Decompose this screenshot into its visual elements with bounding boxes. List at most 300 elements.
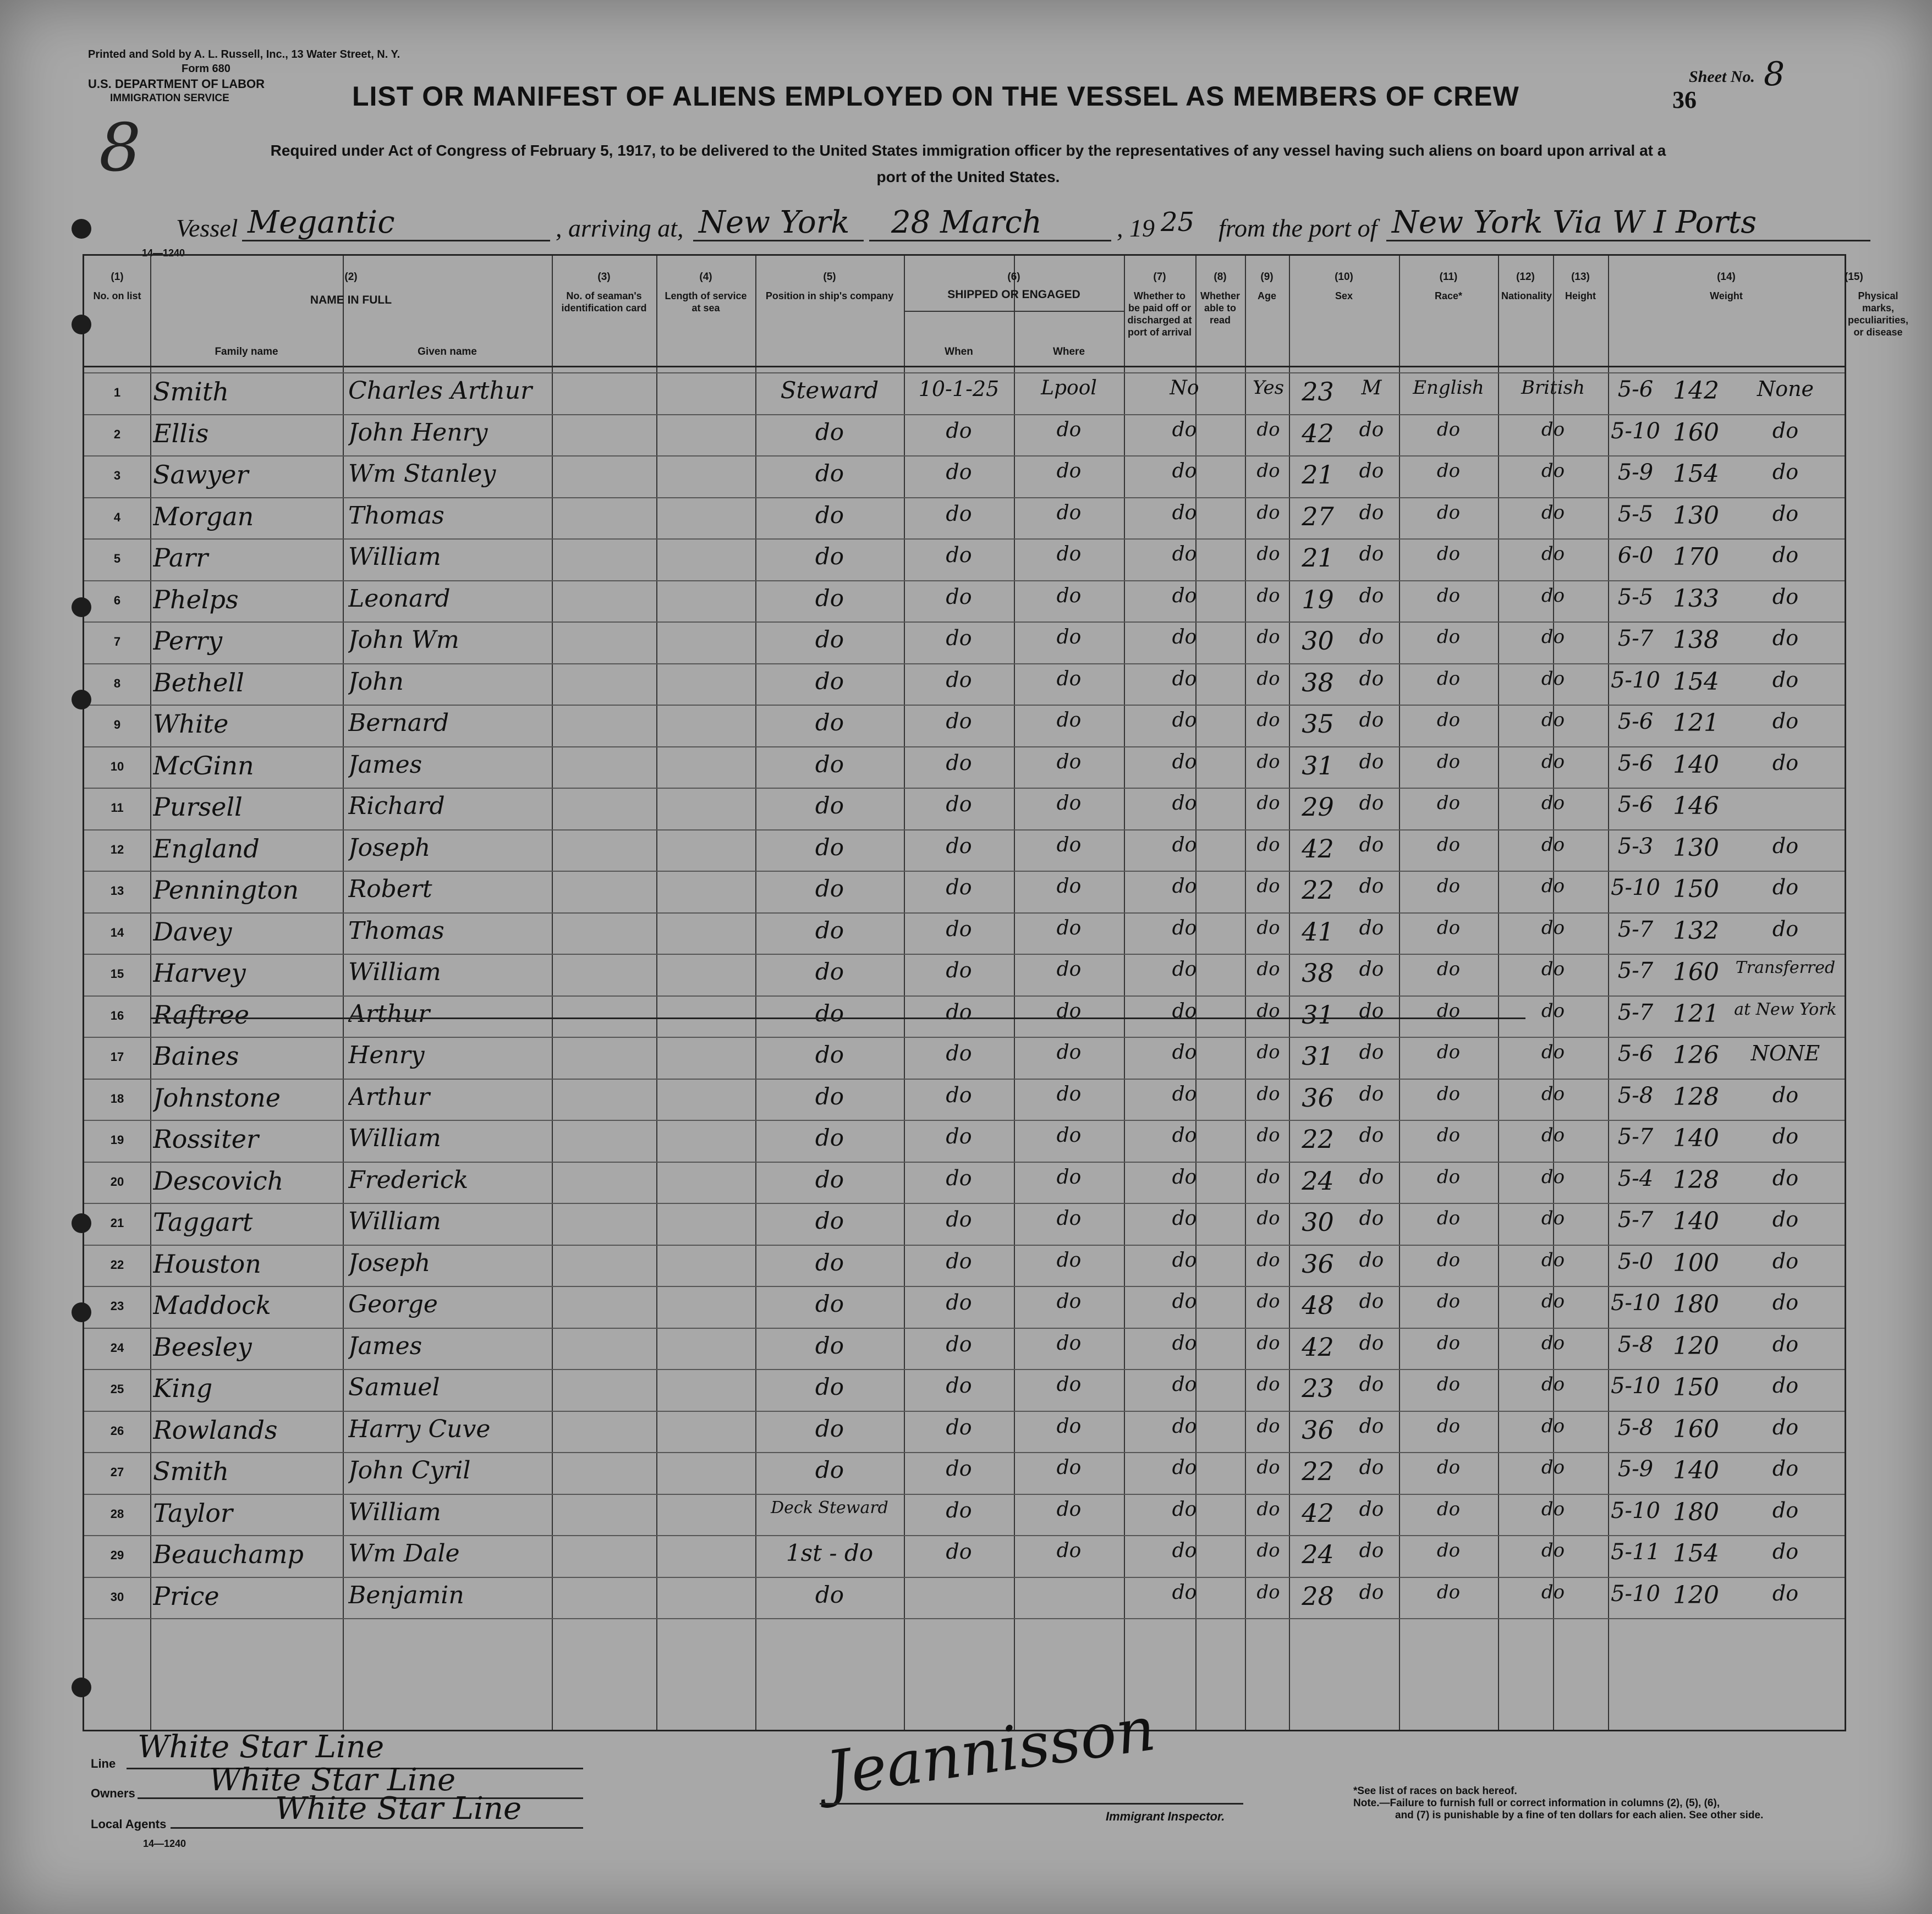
cell-given: Frederick xyxy=(348,1165,469,1194)
cell-when: do xyxy=(946,543,972,567)
footnote-penalty-2: and (7) is punishable by a fine of ten dollars for each alien. See other side. xyxy=(1395,1810,1764,1821)
cell-weight: 138 xyxy=(1673,626,1719,654)
cell-read: do xyxy=(1256,958,1280,980)
cell-paid: do xyxy=(1172,460,1197,482)
cell-paid: do xyxy=(1172,1207,1197,1230)
sheet-number-value: 8 xyxy=(1764,55,1785,94)
cell-height: 5-4 xyxy=(1617,1165,1654,1191)
cell-height: 5-10 xyxy=(1611,1581,1660,1607)
cell-race: do xyxy=(1436,584,1461,607)
cell-where: do xyxy=(1056,1373,1082,1396)
cell-height: 5-10 xyxy=(1611,418,1660,444)
column-divider xyxy=(755,256,756,1730)
cell-nat: do xyxy=(1541,626,1565,648)
inspector-label: Immigrant Inspector. xyxy=(1106,1810,1225,1823)
row-number: 12 xyxy=(110,842,124,856)
column-label: Race* xyxy=(1434,290,1463,301)
arriving-label: , arriving at, xyxy=(556,214,684,242)
departure-port: New York Via W I Ports xyxy=(1392,205,1757,240)
column-number: (4) xyxy=(699,271,712,283)
cell-sex: do xyxy=(1359,792,1384,815)
cell-sex: do xyxy=(1359,750,1384,773)
row-line xyxy=(84,1369,1845,1370)
cell-when: do xyxy=(946,1373,972,1398)
cell-position: do xyxy=(815,1456,844,1483)
cell-given: Henry xyxy=(348,1041,425,1069)
cell-position: do xyxy=(815,1207,844,1234)
cell-height: 5-3 xyxy=(1617,833,1654,859)
cell-age: 21 xyxy=(1302,460,1334,490)
cell-family: Taylor xyxy=(153,1498,233,1528)
cell-age: 31 xyxy=(1302,1041,1334,1071)
cell-marks: do xyxy=(1772,1498,1799,1522)
cell-where: do xyxy=(1056,460,1082,482)
cell-sex: do xyxy=(1359,999,1384,1022)
column-label: Length of service at sea xyxy=(665,290,747,314)
row-number: 28 xyxy=(110,1506,124,1521)
row-number: 24 xyxy=(110,1340,124,1355)
cell-where: do xyxy=(1056,584,1082,607)
cell-weight: 128 xyxy=(1673,1165,1719,1194)
cell-paid: do xyxy=(1172,1082,1197,1106)
row-number: 23 xyxy=(110,1299,124,1313)
column-number: (13) xyxy=(1571,271,1590,283)
cell-age: 42 xyxy=(1302,418,1334,448)
vessel-underline xyxy=(242,240,550,241)
binder-hole xyxy=(72,597,91,617)
cell-sex: do xyxy=(1359,875,1384,898)
year-prefix: , 19 xyxy=(1117,214,1155,242)
cell-age: 23 xyxy=(1302,1373,1334,1403)
cell-where: do xyxy=(1056,958,1082,981)
row-line xyxy=(84,1037,1845,1038)
cell-position: do xyxy=(815,543,844,570)
cell-read: do xyxy=(1256,1248,1280,1271)
cell-when: do xyxy=(946,1124,972,1148)
binder-hole xyxy=(72,1678,91,1697)
cell-weight: 121 xyxy=(1673,709,1719,737)
cell-nat: do xyxy=(1541,1332,1565,1354)
column-divider xyxy=(150,256,151,1730)
serial-number: 36 xyxy=(1672,86,1697,113)
cell-nat: do xyxy=(1541,916,1565,939)
cell-age: 38 xyxy=(1302,667,1334,697)
cell-family: Ellis xyxy=(153,418,209,448)
row-number: 13 xyxy=(110,884,124,898)
cell-where: Lpool xyxy=(1041,377,1097,399)
cell-age: 41 xyxy=(1302,916,1334,947)
cell-family: Pursell xyxy=(153,792,243,822)
form-number: Form 680 xyxy=(182,63,230,75)
row-line xyxy=(84,622,1845,623)
cell-read: do xyxy=(1256,460,1280,482)
cell-sex: do xyxy=(1359,1539,1384,1562)
cell-race: do xyxy=(1436,543,1461,565)
cell-sex: do xyxy=(1359,1456,1384,1479)
row-number: 19 xyxy=(110,1133,124,1147)
binder-hole xyxy=(72,1302,91,1322)
cell-height: 5-11 xyxy=(1611,1539,1660,1565)
cell-paid: do xyxy=(1172,584,1197,607)
cell-read: do xyxy=(1256,626,1280,648)
cell-marks: do xyxy=(1772,1415,1799,1439)
cell-paid: do xyxy=(1172,1041,1197,1064)
cell-height: 5-8 xyxy=(1617,1415,1654,1440)
cell-family: Beauchamp xyxy=(153,1539,304,1569)
agents-underline xyxy=(171,1827,583,1829)
column-number: (10) xyxy=(1335,271,1353,283)
cell-nat: do xyxy=(1541,1207,1565,1229)
cell-sex: do xyxy=(1359,1373,1384,1396)
row-number: 22 xyxy=(110,1257,124,1272)
cell-race: do xyxy=(1436,667,1461,690)
cell-where: do xyxy=(1056,916,1082,939)
cell-family: Price xyxy=(153,1581,219,1611)
cell-position: do xyxy=(815,1415,844,1442)
cell-sex: do xyxy=(1359,1041,1384,1064)
cell-given: William xyxy=(348,1498,441,1526)
cell-where: do xyxy=(1056,1290,1082,1313)
column-label: Age xyxy=(1257,290,1276,301)
cell-nat: do xyxy=(1541,875,1565,897)
subtitle-line-1: Required under Act of Congress of February 5, 1917, to be delivered to the United States immigration officer by the representatives of any vessel having such aliens on board upon arrival at a xyxy=(270,142,1666,159)
cell-read: do xyxy=(1256,584,1280,607)
cell-read: do xyxy=(1256,1373,1280,1395)
cell-age: 22 xyxy=(1302,1124,1334,1154)
subtitle xyxy=(154,138,1782,190)
cell-given: Thomas xyxy=(348,916,444,945)
cell-paid: do xyxy=(1172,875,1197,898)
row-line xyxy=(84,1618,1845,1619)
column-number: (15) xyxy=(1845,271,1863,283)
cell-position: do xyxy=(815,999,844,1027)
cell-paid: do xyxy=(1172,1373,1197,1396)
row-number: 9 xyxy=(113,718,121,732)
cell-age: 30 xyxy=(1302,626,1334,656)
cell-height: 5-6 xyxy=(1617,792,1654,817)
row-line xyxy=(84,1494,1845,1495)
cell-race: do xyxy=(1436,1082,1461,1105)
cell-height: 5-10 xyxy=(1611,667,1660,693)
cell-given: John xyxy=(348,667,404,696)
cell-family: Maddock xyxy=(153,1290,271,1320)
page-title: LIST OR MANIFEST OF ALIENS EMPLOYED ON THE VESSEL AS MEMBERS OF CREW xyxy=(352,81,1519,112)
cell-family: Houston xyxy=(153,1248,261,1279)
binder-hole xyxy=(72,219,91,239)
cell-marks: do xyxy=(1772,1207,1799,1231)
row-line xyxy=(84,746,1845,747)
row-number: 7 xyxy=(113,635,121,648)
column-number: (11) xyxy=(1439,271,1458,283)
cell-age: 36 xyxy=(1302,1415,1334,1445)
row-line xyxy=(84,497,1845,498)
cell-weight: 170 xyxy=(1673,543,1719,571)
column-label: Whether able to read xyxy=(1200,290,1240,326)
cell-given: Arthur xyxy=(348,1082,430,1111)
owners-label: Owners xyxy=(91,1786,135,1800)
cell-weight: 150 xyxy=(1673,1373,1719,1401)
row-line xyxy=(84,996,1845,997)
cell-weight: 160 xyxy=(1673,418,1719,447)
sheet-number-label: Sheet No. xyxy=(1689,68,1755,86)
cell-height: 5-10 xyxy=(1611,1290,1660,1316)
cell-where: do xyxy=(1056,1041,1082,1064)
cell-where: do xyxy=(1056,1415,1082,1438)
cell-nat: do xyxy=(1541,1082,1565,1105)
port-underline xyxy=(693,240,864,241)
row-line xyxy=(84,788,1845,789)
cell-nat: do xyxy=(1541,792,1565,814)
cell-marks: do xyxy=(1772,1539,1799,1564)
cell-nat: do xyxy=(1541,1248,1565,1271)
cell-where: do xyxy=(1056,1248,1082,1272)
cell-family: Davey xyxy=(153,916,232,947)
where-subheader: Where xyxy=(1052,346,1085,358)
cell-height: 5-7 xyxy=(1617,626,1654,651)
inspector-underline xyxy=(820,1803,1243,1805)
cell-sex: do xyxy=(1359,1248,1384,1272)
cell-nat: do xyxy=(1541,501,1565,524)
row-number: 27 xyxy=(110,1465,124,1479)
cell-position: do xyxy=(815,1332,844,1359)
column-label: Position in ship's company xyxy=(765,290,894,301)
cell-where: do xyxy=(1056,1165,1082,1189)
when-subheader: When xyxy=(945,346,973,358)
cell-read: do xyxy=(1256,1539,1280,1561)
cell-read: do xyxy=(1256,543,1280,565)
cell-paid: do xyxy=(1172,833,1197,856)
cell-given: William xyxy=(348,1124,441,1152)
cell-race: do xyxy=(1436,833,1461,856)
cell-sex: do xyxy=(1359,1165,1384,1189)
cell-position: do xyxy=(815,418,844,446)
cell-given: Joseph xyxy=(348,833,431,862)
cell-marks: do xyxy=(1772,626,1799,650)
cell-height: 5-7 xyxy=(1617,958,1654,983)
cell-paid: do xyxy=(1172,958,1197,981)
cell-where: do xyxy=(1056,667,1082,690)
cell-given: James xyxy=(348,750,422,779)
cell-weight: 121 xyxy=(1673,999,1719,1028)
cell-read: Yes xyxy=(1252,377,1285,399)
row-number: 11 xyxy=(111,801,124,815)
arrival-date: 28 March xyxy=(891,205,1042,240)
cell-race: do xyxy=(1436,1290,1461,1312)
cell-where: do xyxy=(1056,709,1082,732)
cell-nat: do xyxy=(1541,999,1565,1022)
cell-nat: do xyxy=(1541,543,1565,565)
from-label: from the port of xyxy=(1219,214,1377,242)
cell-sex: do xyxy=(1359,584,1384,607)
cell-paid: do xyxy=(1172,750,1197,773)
cell-position: do xyxy=(815,1290,844,1317)
cell-nat: do xyxy=(1541,1415,1565,1437)
cell-family: Pennington xyxy=(153,875,299,905)
row-line xyxy=(84,1577,1845,1578)
cell-weight: 180 xyxy=(1673,1498,1719,1526)
row-line xyxy=(84,705,1845,706)
cell-position: do xyxy=(815,626,844,653)
cell-position: do xyxy=(815,584,844,612)
header-divider xyxy=(84,366,1845,367)
cell-weight: 154 xyxy=(1673,460,1719,488)
cell-given: Thomas xyxy=(348,501,444,530)
cell-marks: do xyxy=(1772,916,1799,941)
cell-weight: 133 xyxy=(1673,584,1719,613)
cell-sex: do xyxy=(1359,709,1384,732)
cell-position: do xyxy=(815,916,844,944)
cell-weight: 146 xyxy=(1673,792,1719,820)
cell-marks: at New York xyxy=(1734,999,1837,1019)
cell-read: do xyxy=(1256,916,1280,939)
cell-age: 23 xyxy=(1302,377,1334,406)
cell-given: John Henry xyxy=(348,418,488,447)
cell-age: 38 xyxy=(1302,958,1334,988)
cell-nat: do xyxy=(1541,460,1565,482)
cell-read: do xyxy=(1256,1165,1280,1188)
cell-sex: M xyxy=(1361,377,1382,399)
row-line xyxy=(84,663,1845,664)
row-number: 1 xyxy=(113,386,121,399)
cell-nat: do xyxy=(1541,1581,1565,1603)
cell-height: 5-6 xyxy=(1617,709,1654,734)
column-number: (6) xyxy=(1007,271,1020,283)
cell-marks: do xyxy=(1772,833,1799,858)
column-label: Height xyxy=(1565,290,1596,301)
cell-where: do xyxy=(1056,1456,1082,1479)
cell-height: 5-10 xyxy=(1611,875,1660,900)
cell-marks: do xyxy=(1772,501,1799,526)
cell-position: do xyxy=(815,460,844,487)
cell-race: do xyxy=(1436,1332,1461,1354)
cell-marks: do xyxy=(1772,1581,1799,1605)
cell-given: Wm Stanley xyxy=(348,460,496,488)
cell-given: Richard xyxy=(348,792,445,820)
cell-position: do xyxy=(815,792,844,819)
footnote-penalty-1: Note.—Failure to furnish full or correct information in columns (2), (5), (6), xyxy=(1353,1797,1720,1809)
cell-paid: do xyxy=(1172,916,1197,939)
row-line xyxy=(84,1245,1845,1246)
cell-sex: do xyxy=(1359,1332,1384,1355)
cell-position: 1st - do xyxy=(786,1539,874,1566)
binder-hole xyxy=(72,1213,91,1233)
cell-family: Morgan xyxy=(153,501,254,531)
vessel-line xyxy=(176,205,1870,249)
cell-where: do xyxy=(1056,875,1082,898)
inspector-signature: Jeannisson xyxy=(822,1693,1160,1810)
cell-weight: 140 xyxy=(1673,1124,1719,1152)
cell-given: Charles Arthur xyxy=(348,377,533,405)
cell-family: Smith xyxy=(153,377,229,406)
row-line xyxy=(84,538,1845,540)
cell-race: do xyxy=(1436,750,1461,773)
local-agents-label: Local Agents xyxy=(91,1817,167,1831)
cell-weight: 132 xyxy=(1673,916,1719,945)
cell-when: do xyxy=(946,916,972,941)
cell-position: Steward xyxy=(780,377,879,404)
from-underline xyxy=(1386,240,1870,241)
row-number: 17 xyxy=(110,1050,124,1064)
line-label: Line xyxy=(91,1757,116,1770)
cell-age: 36 xyxy=(1302,1082,1334,1113)
cell-marks: do xyxy=(1772,1082,1799,1107)
cell-weight: 120 xyxy=(1673,1332,1719,1360)
date-underline xyxy=(869,240,1111,241)
cell-height: 5-7 xyxy=(1617,1207,1654,1233)
cell-given: Leonard xyxy=(348,584,451,613)
row-line xyxy=(84,829,1845,831)
cell-position: do xyxy=(815,1124,844,1151)
cell-sex: do xyxy=(1359,916,1384,939)
cell-when: do xyxy=(946,709,972,733)
cell-given: John Cyril xyxy=(348,1456,471,1484)
cell-race: do xyxy=(1436,792,1461,814)
row-number: 25 xyxy=(110,1382,124,1396)
cell-weight: 140 xyxy=(1673,1207,1719,1235)
cell-height: 5-8 xyxy=(1617,1082,1654,1108)
printer-text: Printed and Sold by A. L. Russell, Inc., 13 Water Street, N. Y. xyxy=(88,48,400,61)
form-code-top: 14—1240 xyxy=(142,248,185,258)
cell-when: do xyxy=(946,750,972,775)
cell-family: Phelps xyxy=(153,584,239,614)
cell-read: do xyxy=(1256,1082,1280,1105)
cell-family: Johnstone xyxy=(153,1082,281,1113)
cell-nat: do xyxy=(1541,1290,1565,1312)
cell-paid: do xyxy=(1172,1332,1197,1355)
cell-height: 5-0 xyxy=(1617,1248,1654,1274)
cell-nat: British xyxy=(1521,377,1585,399)
cell-when: do xyxy=(946,1415,972,1439)
cell-weight: 120 xyxy=(1673,1581,1719,1609)
cell-when: do xyxy=(946,667,972,692)
cell-sex: do xyxy=(1359,1082,1384,1106)
cell-paid: do xyxy=(1172,1165,1197,1189)
shipped-divider xyxy=(904,311,1124,312)
cell-height: 5-8 xyxy=(1617,1332,1654,1357)
cell-given: William xyxy=(348,543,441,571)
cell-paid: do xyxy=(1172,1581,1197,1604)
cell-weight: 126 xyxy=(1673,1041,1719,1069)
cell-height: 5-7 xyxy=(1617,999,1654,1025)
cell-marks: do xyxy=(1772,1248,1799,1273)
row-number: 6 xyxy=(113,593,121,607)
cell-race: do xyxy=(1436,501,1461,524)
printer-credit xyxy=(88,47,400,76)
subtitle-line-2: port of the United States. xyxy=(876,168,1060,185)
cell-paid: do xyxy=(1172,1415,1197,1438)
row-line xyxy=(84,871,1845,872)
cell-race: do xyxy=(1436,1165,1461,1188)
column-number: (14) xyxy=(1717,271,1736,283)
cell-paid: do xyxy=(1172,626,1197,648)
row-line xyxy=(84,1120,1845,1121)
cell-age: 24 xyxy=(1302,1165,1334,1196)
cell-sex: do xyxy=(1359,460,1384,482)
cell-when: do xyxy=(946,1332,972,1356)
cell-sex: do xyxy=(1359,1207,1384,1230)
cell-family: England xyxy=(153,833,260,864)
cell-read: do xyxy=(1256,1332,1280,1354)
row-number: 18 xyxy=(110,1091,124,1106)
cell-age: 27 xyxy=(1302,501,1334,531)
cell-age: 31 xyxy=(1302,999,1334,1030)
cell-position: Deck Steward xyxy=(771,1498,888,1517)
cell-nat: do xyxy=(1541,418,1565,441)
cell-family: Raftree xyxy=(153,999,250,1030)
cell-height: 5-5 xyxy=(1617,584,1654,610)
cell-weight: 130 xyxy=(1673,833,1719,862)
cell-position: do xyxy=(815,1373,844,1400)
